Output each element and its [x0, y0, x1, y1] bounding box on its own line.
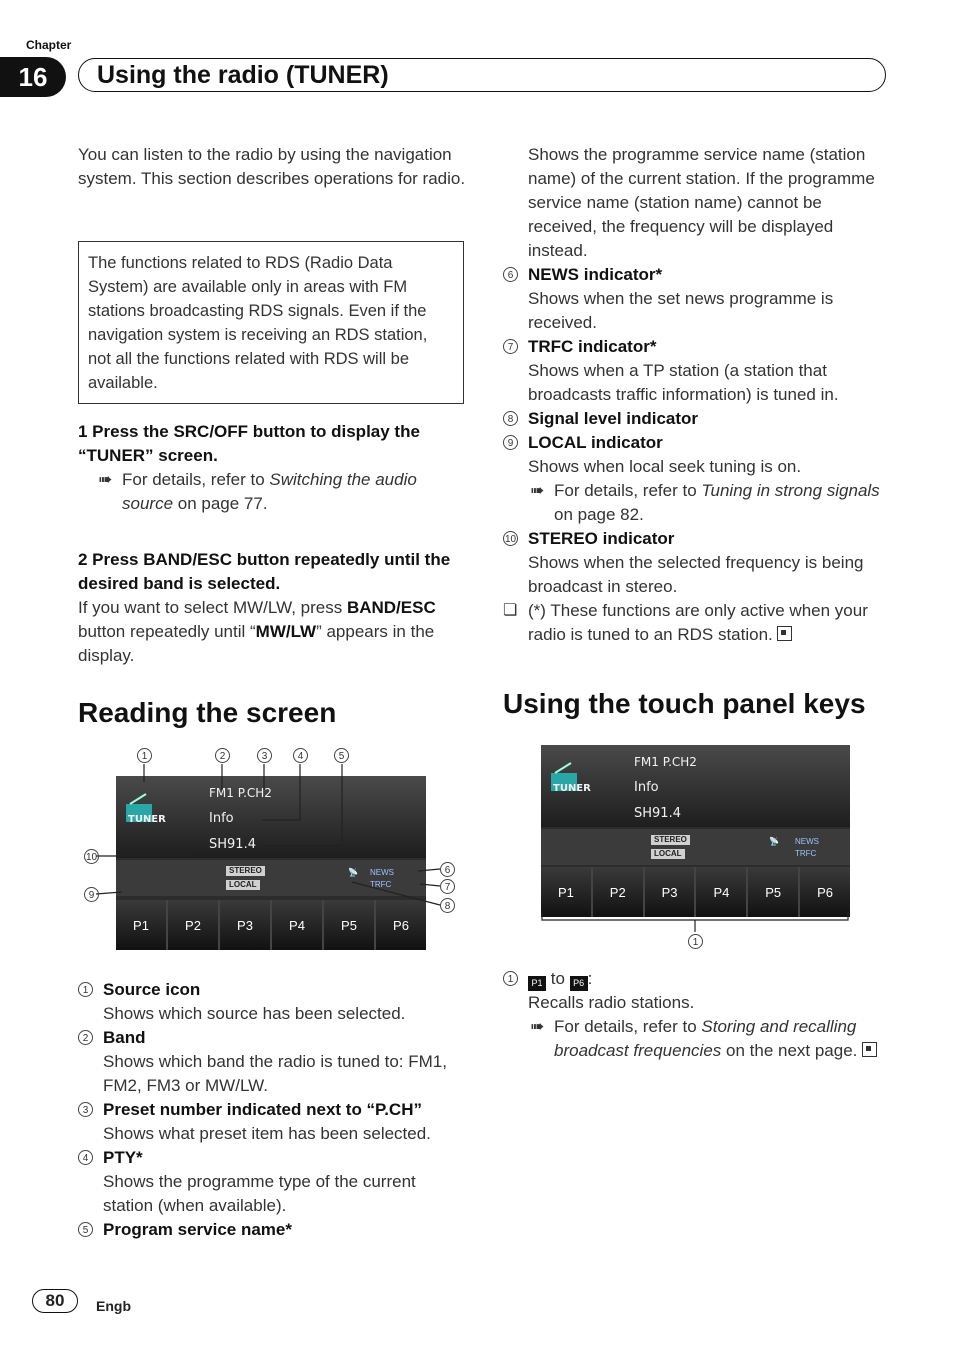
item-band: 2 Band Shows which band the radio is tuned to: FM1, FM2, FM3 or MW/LW. [78, 1026, 468, 1098]
item-source-icon: 1 Source icon Shows which source has been selected. [78, 978, 468, 1026]
preset-key-p6[interactable]: P6 [376, 900, 426, 950]
chapter-title: Using the radio (TUNER) [78, 58, 886, 92]
trfc-indicator: TRFC [370, 880, 392, 889]
checkbox-bullet-icon: ❏ [503, 602, 518, 619]
item-signal-level: 8 Signal level indicator [503, 407, 893, 431]
preset-key-p5[interactable]: P5 [748, 867, 800, 917]
preset-key-p4[interactable]: P4 [272, 900, 324, 950]
callout-2: 2 [215, 748, 230, 763]
callout-5: 5 [334, 748, 349, 763]
page-number: 80 [32, 1289, 78, 1313]
p6-key-icon: P6 [570, 976, 588, 991]
preset-key-p6[interactable]: P6 [800, 867, 850, 917]
news-indicator: NEWS [370, 868, 394, 877]
trfc-indicator: TRFC [795, 849, 817, 858]
step1-title: 1 Press the SRC/OFF button to display the “TUNER” screen. [78, 422, 420, 465]
rds-footnote: ❏ (*) These functions are only active when your radio is tuned to an RDS station. [503, 601, 868, 644]
arrow-icon: ➠ [98, 470, 113, 489]
local-indicator: LOCAL [226, 880, 260, 890]
chapter-number: 16 [0, 57, 66, 97]
callout-4: 4 [293, 748, 308, 763]
reading-screen-figure [82, 742, 472, 956]
touch-heading: Using the touch panel keys [503, 688, 866, 719]
preset-key-p3[interactable]: P3 [220, 900, 272, 950]
preset-key-p1[interactable]: P1 [116, 900, 168, 950]
item-preset-number: 3 Preset number indicated next to “P.CH” Shows what preset item has been selected. [78, 1098, 468, 1146]
step1-ref: ➠ For details, refer to Switching the audio source on page 77. [98, 470, 417, 513]
local-ref: ➠ For details, refer to Tuning in strong signals on page 82. [530, 481, 880, 524]
item5-desc: Shows the programme service name (station name) of the current station. If the programme service name (station name) cannot be received, the frequency will be displayed instead. [528, 145, 875, 260]
right-items-list [503, 143, 893, 647]
reading-items-list [78, 978, 468, 1242]
news-indicator: NEWS [795, 837, 819, 846]
preset-key-p2[interactable]: P2 [168, 900, 220, 950]
tuner-source-icon: TUNER [116, 776, 176, 858]
step1-ref-link[interactable]: Switching the audio source [122, 470, 417, 513]
freq-label: SH91.4 [634, 806, 681, 821]
callout-6: 6 [440, 862, 455, 877]
band-label: FM1 P.CH2 [209, 786, 272, 800]
callout-9: 9 [84, 887, 99, 902]
touch-ref: ➠ For details, refer to Storing and recalling broadcast frequencies on the next page. [528, 1015, 893, 1063]
tuner-source-icon: TUNER [541, 745, 601, 827]
touch-callout-bracket [538, 910, 854, 934]
preset-key-p5[interactable]: P5 [324, 900, 376, 950]
signal-level-icon: 📡 [348, 868, 358, 877]
item-program-service-name: 5 Program service name* [78, 1218, 468, 1242]
touch-screen [541, 745, 850, 917]
arrow-icon: ➠ [530, 481, 545, 500]
touch-callout-1: 1 [688, 934, 703, 949]
step2-text: If you want to select MW/LW, press BAND/ESC button repeatedly until “MW/LW” appears in the display. [78, 598, 436, 665]
steps [78, 420, 468, 668]
preset-key-p1[interactable]: P1 [541, 867, 593, 917]
freq-label: SH91.4 [209, 837, 256, 852]
stereo-indicator: STEREO [651, 835, 690, 845]
preset-key-p2[interactable]: P2 [593, 867, 645, 917]
local-indicator: LOCAL [651, 849, 685, 859]
touch-item-preset-keys: 1 P1 to P6 : Recalls radio stations. ➠ For details, refer to Storing and recalling broadcast frequencies on the next page. [503, 967, 893, 1063]
item-pty: 4 PTY* Shows the programme type of the current station (when available). [78, 1146, 468, 1218]
p1-key-icon: P1 [528, 976, 546, 991]
touch-item [503, 967, 893, 1063]
stereo-indicator: STEREO [226, 866, 265, 876]
callout-1: 1 [137, 748, 152, 763]
item-stereo-indicator: 10 STEREO indicator Shows when the selected frequency is being broadcast in stereo. [504, 529, 864, 596]
intro-text: You can listen to the radio by using the navigation system. This section describes operations for radio. [78, 145, 466, 188]
item-news-indicator: 6 NEWS indicator* Shows when the set news programme is received. [503, 263, 893, 335]
callout-lines [82, 742, 472, 956]
info-label: Info [634, 780, 659, 795]
reading-heading: Reading the screen [78, 697, 337, 728]
item-trfc-indicator: 7 TRFC indicator* Shows when a TP station (a station that broadcasts traffic information) is tuned in. [503, 335, 893, 407]
band-label: FM1 P.CH2 [634, 755, 697, 769]
touch-ref-link[interactable]: Storing and recalling broadcast frequencies [554, 1017, 857, 1060]
preset-key-p4[interactable]: P4 [696, 867, 748, 917]
end-mark-icon [862, 1042, 877, 1057]
callout-10: 10 [84, 849, 99, 864]
chapter-label: Chapter [26, 38, 72, 52]
info-label: Info [209, 811, 234, 826]
end-mark-icon [777, 626, 792, 641]
signal-level-icon: 📡 [769, 837, 779, 846]
preset-key-p3[interactable]: P3 [645, 867, 697, 917]
rds-note-box: The functions related to RDS (Radio Data System) are available only in areas with FM stations broadcasting RDS signals. Even if the navigation system is receiving an RDS station, not all the functions related with RDS will be available. [78, 241, 464, 404]
callout-3: 3 [257, 748, 272, 763]
item-local-indicator: 9 LOCAL indicator Shows when local seek tuning is on. ➠ For details, refer to Tuning in strong signals on page 82. [503, 431, 893, 527]
arrow-icon: ➠ [530, 1017, 545, 1036]
callout-7: 7 [440, 879, 455, 894]
step2-title: 2 Press BAND/ESC button repeatedly until the desired band is selected. [78, 550, 451, 593]
callout-8: 8 [440, 898, 455, 913]
language-code: Engb [96, 1298, 131, 1314]
local-ref-link[interactable]: Tuning in strong signals [701, 481, 880, 500]
